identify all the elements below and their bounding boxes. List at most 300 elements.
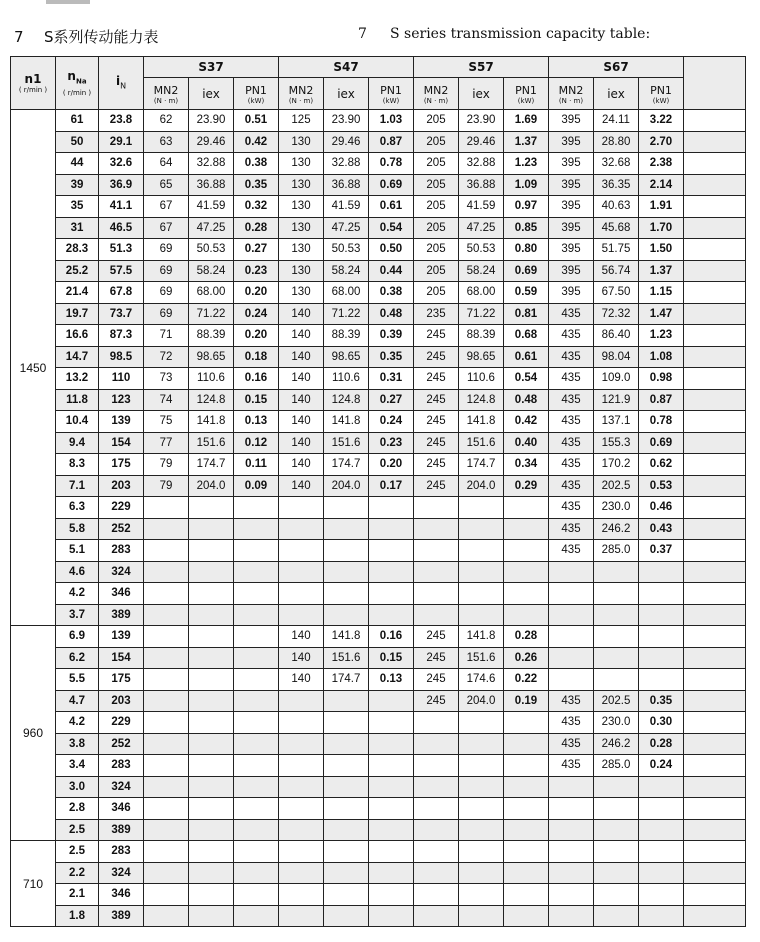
table-cell: [459, 755, 504, 777]
table-row: [11, 798, 746, 820]
table-cell: [369, 540, 414, 562]
table-cell: 3.22: [639, 110, 684, 132]
table-cell: [594, 862, 639, 884]
table-cell: [234, 561, 279, 583]
table-cell: 74: [144, 389, 189, 411]
table-cell: 0.19: [504, 690, 549, 712]
table-cell: [459, 798, 504, 820]
table-cell: 130: [279, 260, 324, 282]
table-cell: 141.8: [459, 626, 504, 648]
table-cell: 1.69: [504, 110, 549, 132]
table-cell: 130: [279, 217, 324, 239]
table-cell: 151.6: [459, 647, 504, 669]
table-cell: 1.8: [56, 905, 99, 927]
table-cell: [504, 776, 549, 798]
table-cell: 1.23: [504, 153, 549, 175]
table-cell: 140: [279, 346, 324, 368]
table-cell: 151.6: [459, 432, 504, 454]
header-in: $i_N$: [99, 57, 144, 110]
table-cell: 140: [279, 647, 324, 669]
table-cell: [279, 497, 324, 519]
subheader-mn2: MN2 (N · m): [279, 78, 324, 110]
table-cell: 0.46: [639, 497, 684, 519]
table-cell: [504, 798, 549, 820]
table-cell: 0.42: [234, 131, 279, 153]
table-row: [11, 690, 746, 712]
table-cell: 435: [549, 454, 594, 476]
table-cell: 125: [279, 110, 324, 132]
table-cell: 229: [99, 497, 144, 519]
table-row: [11, 346, 746, 368]
table-cell-empty: [684, 110, 746, 132]
table-cell: [234, 884, 279, 906]
table-cell: 124.8: [189, 389, 234, 411]
table-cell: 109.0: [594, 368, 639, 390]
table-cell: 0.38: [234, 153, 279, 175]
table-cell: [639, 884, 684, 906]
table-row: [11, 368, 746, 390]
table-cell-empty: [684, 841, 746, 863]
table-row: [11, 110, 746, 132]
table-cell: 58.24: [459, 260, 504, 282]
table-cell: [369, 798, 414, 820]
table-cell: 395: [549, 282, 594, 304]
table-row: [11, 260, 746, 282]
table-cell: 0.28: [504, 626, 549, 648]
table-cell-empty: [684, 346, 746, 368]
table-cell: 98.65: [324, 346, 369, 368]
table-cell: [234, 712, 279, 734]
table-cell: 69: [144, 303, 189, 325]
table-cell-empty: [684, 647, 746, 669]
table-cell: 29.1: [99, 131, 144, 153]
table-cell: 0.69: [639, 432, 684, 454]
table-cell-empty: [684, 819, 746, 841]
table-cell: [639, 647, 684, 669]
table-cell: 205: [414, 217, 459, 239]
title-chinese: [14, 26, 159, 47]
table-cell: 40.63: [594, 196, 639, 218]
table-cell: 5.1: [56, 540, 99, 562]
table-cell: [234, 733, 279, 755]
table-cell: 395: [549, 153, 594, 175]
subheader-mn2: MN2 (N · m): [144, 78, 189, 110]
table-cell: 23.90: [459, 110, 504, 132]
table-cell: 205: [414, 282, 459, 304]
table-cell: 2.2: [56, 862, 99, 884]
table-cell: 32.88: [459, 153, 504, 175]
table-cell: [234, 626, 279, 648]
table-cell: 87.3: [99, 325, 144, 347]
table-cell: 395: [549, 174, 594, 196]
table-cell: 14.7: [56, 346, 99, 368]
table-cell: 28.80: [594, 131, 639, 153]
table-cell: [414, 862, 459, 884]
n1-value: 710: [11, 841, 56, 927]
table-cell: [504, 841, 549, 863]
title-chinese-text: S系列传动能力表: [44, 28, 159, 46]
table-cell: [369, 884, 414, 906]
table-cell: [324, 497, 369, 519]
table-cell: 5.5: [56, 669, 99, 691]
table-cell: 6.2: [56, 647, 99, 669]
subheader-iex: iex: [594, 78, 639, 110]
table-row: [11, 819, 746, 841]
table-cell: 205: [414, 174, 459, 196]
table-cell: 29.46: [189, 131, 234, 153]
table-cell: 2.38: [639, 153, 684, 175]
table-cell: [189, 583, 234, 605]
table-cell: 0.12: [234, 432, 279, 454]
table-cell: [234, 497, 279, 519]
table-cell: [234, 841, 279, 863]
table-cell: 205: [414, 260, 459, 282]
table-cell: [189, 905, 234, 927]
table-cell: [414, 841, 459, 863]
table-cell: 0.26: [504, 647, 549, 669]
table-row: [11, 282, 746, 304]
table-cell: 203: [99, 475, 144, 497]
table-cell: 130: [279, 239, 324, 261]
table-cell: [414, 733, 459, 755]
table-cell: 98.04: [594, 346, 639, 368]
table-row: [11, 884, 746, 906]
subheader-pn1: PN1 (kW): [504, 78, 549, 110]
table-row: [11, 841, 746, 863]
table-cell: 0.16: [234, 368, 279, 390]
table-cell: 324: [99, 862, 144, 884]
table-cell: [189, 755, 234, 777]
table-cell-empty: [684, 905, 746, 927]
table-cell-empty: [684, 884, 746, 906]
table-cell: 395: [549, 239, 594, 261]
table-cell: [324, 604, 369, 626]
table-cell-empty: [684, 776, 746, 798]
table-cell: 174.7: [324, 454, 369, 476]
table-cell: 0.54: [369, 217, 414, 239]
table-cell: 245: [414, 411, 459, 433]
table-cell: [504, 712, 549, 734]
table-cell: [189, 669, 234, 691]
table-cell: [144, 733, 189, 755]
table-cell: 283: [99, 841, 144, 863]
table-cell: [189, 518, 234, 540]
table-cell: 0.69: [504, 260, 549, 282]
table-row: [11, 389, 746, 411]
table-cell: 140: [279, 303, 324, 325]
table-cell: 395: [549, 196, 594, 218]
table-cell: 204.0: [459, 690, 504, 712]
table-cell: [144, 755, 189, 777]
table-cell: 0.85: [504, 217, 549, 239]
table-cell-empty: [684, 497, 746, 519]
table-cell: [639, 798, 684, 820]
table-cell: 389: [99, 905, 144, 927]
table-cell: [279, 862, 324, 884]
table-cell: 202.5: [594, 690, 639, 712]
table-cell: 435: [549, 540, 594, 562]
table-row: [11, 561, 746, 583]
table-cell: 1.37: [639, 260, 684, 282]
table-cell: [234, 862, 279, 884]
table-cell: 0.61: [369, 196, 414, 218]
table-cell: 23.90: [324, 110, 369, 132]
table-cell: 0.27: [234, 239, 279, 261]
table-cell: 110: [99, 368, 144, 390]
n1-value: 1450: [11, 110, 56, 626]
table-cell: 395: [549, 217, 594, 239]
table-cell: 2.5: [56, 841, 99, 863]
table-cell: [144, 647, 189, 669]
table-cell: 245: [414, 454, 459, 476]
table-cell: 4.2: [56, 712, 99, 734]
top-accent-bar: [46, 0, 90, 4]
table-cell: [234, 647, 279, 669]
table-cell: [414, 776, 459, 798]
table-cell: [369, 497, 414, 519]
table-cell: 31: [56, 217, 99, 239]
table-cell-empty: [684, 389, 746, 411]
table-cell: 151.6: [324, 432, 369, 454]
table-cell: 68.00: [459, 282, 504, 304]
table-cell: 395: [549, 260, 594, 282]
table-cell: [324, 862, 369, 884]
table-cell: [504, 518, 549, 540]
table-cell: 435: [549, 411, 594, 433]
table-cell: [189, 733, 234, 755]
table-cell: [504, 862, 549, 884]
table-cell: 2.70: [639, 131, 684, 153]
table-cell: 1.47: [639, 303, 684, 325]
table-cell: 141.8: [324, 411, 369, 433]
table-cell-empty: [684, 626, 746, 648]
table-cell: 41.1: [99, 196, 144, 218]
table-cell: 71: [144, 325, 189, 347]
table-cell: 98.5: [99, 346, 144, 368]
table-cell: [279, 776, 324, 798]
table-cell: [144, 884, 189, 906]
table-cell: [414, 798, 459, 820]
table-cell: 0.37: [639, 540, 684, 562]
table-cell-empty: [684, 454, 746, 476]
table-cell: 204.0: [459, 475, 504, 497]
table-cell: 0.62: [639, 454, 684, 476]
table-cell: 205: [414, 196, 459, 218]
table-cell: 1.08: [639, 346, 684, 368]
table-cell: [189, 884, 234, 906]
table-cell-empty: [684, 733, 746, 755]
table-row: [11, 733, 746, 755]
table-cell: 202.5: [594, 475, 639, 497]
table-cell-empty: [684, 196, 746, 218]
table-cell: [414, 712, 459, 734]
table-cell: 435: [549, 325, 594, 347]
table-cell: [594, 905, 639, 927]
table-cell: 0.39: [369, 325, 414, 347]
table-cell: 0.61: [504, 346, 549, 368]
table-cell: [324, 905, 369, 927]
table-cell: [549, 626, 594, 648]
table-cell: 0.28: [639, 733, 684, 755]
table-cell: 245: [414, 432, 459, 454]
table-cell: 0.27: [369, 389, 414, 411]
table-cell: 252: [99, 733, 144, 755]
table-cell: [639, 604, 684, 626]
table-cell: [459, 518, 504, 540]
table-cell: 0.18: [234, 346, 279, 368]
table-cell: 175: [99, 669, 144, 691]
table-cell: [369, 604, 414, 626]
table-cell: [189, 497, 234, 519]
table-cell: [144, 561, 189, 583]
table-cell: [414, 583, 459, 605]
table-cell: [279, 733, 324, 755]
table-cell: [324, 712, 369, 734]
table-cell: [414, 518, 459, 540]
table-cell: 4.2: [56, 583, 99, 605]
table-cell: 47.25: [189, 217, 234, 239]
table-cell: 124.8: [324, 389, 369, 411]
table-cell: 67: [144, 217, 189, 239]
table-cell: 44: [56, 153, 99, 175]
table-cell: 140: [279, 626, 324, 648]
table-cell: [234, 583, 279, 605]
table-cell: 0.11: [234, 454, 279, 476]
table-cell: 4.7: [56, 690, 99, 712]
title-english: [358, 26, 650, 42]
table-cell: 140: [279, 475, 324, 497]
table-cell: 68.00: [324, 282, 369, 304]
title-english-number: 7: [358, 26, 367, 42]
table-cell: [639, 819, 684, 841]
table-cell: [549, 819, 594, 841]
table-cell: 63: [144, 131, 189, 153]
table-cell: [144, 690, 189, 712]
table-cell: 110.6: [324, 368, 369, 390]
header-group-s67: S67: [549, 57, 684, 78]
table-cell: [189, 626, 234, 648]
table-cell-empty: [684, 862, 746, 884]
table-cell: 36.88: [324, 174, 369, 196]
table-cell: 36.88: [459, 174, 504, 196]
subheader-iex: iex: [189, 78, 234, 110]
table-cell: 141.8: [324, 626, 369, 648]
table-cell: 0.13: [369, 669, 414, 691]
table-cell: [369, 518, 414, 540]
subheader-pn1: PN1 (kW): [369, 78, 414, 110]
table-cell: [324, 798, 369, 820]
table-cell-empty: [684, 325, 746, 347]
table-cell: 32.68: [594, 153, 639, 175]
table-cell: 246.2: [594, 518, 639, 540]
table-cell: 324: [99, 776, 144, 798]
table-cell: 68.00: [189, 282, 234, 304]
table-row: [11, 776, 746, 798]
table-cell: [549, 669, 594, 691]
title-english-text: S series transmission capacity table:: [390, 26, 651, 42]
table-cell: 245: [414, 669, 459, 691]
table-cell-empty: [684, 282, 746, 304]
table-cell: [279, 884, 324, 906]
table-cell: 28.3: [56, 239, 99, 261]
table-cell: [369, 862, 414, 884]
table-cell: [459, 540, 504, 562]
table-cell: [234, 540, 279, 562]
table-cell: 204.0: [189, 475, 234, 497]
table-cell: [594, 819, 639, 841]
table-cell: 141.8: [189, 411, 234, 433]
table-cell: 21.4: [56, 282, 99, 304]
table-cell: 435: [549, 475, 594, 497]
table-cell: [594, 776, 639, 798]
table-cell: [639, 669, 684, 691]
capacity-table: [10, 56, 746, 927]
table-cell: [279, 798, 324, 820]
table-cell-empty: [684, 712, 746, 734]
table-cell: [459, 561, 504, 583]
table-cell: [369, 561, 414, 583]
table-cell: 124.8: [459, 389, 504, 411]
table-cell: [459, 583, 504, 605]
table-cell: 72.32: [594, 303, 639, 325]
table-row: [11, 755, 746, 777]
table-cell: 435: [549, 497, 594, 519]
table-cell: 435: [549, 432, 594, 454]
table-cell: [189, 862, 234, 884]
table-cell: 230.0: [594, 497, 639, 519]
table-cell: 72: [144, 346, 189, 368]
table-cell: 0.97: [504, 196, 549, 218]
table-cell: 245: [414, 647, 459, 669]
table-cell: 395: [549, 110, 594, 132]
table-row: [11, 196, 746, 218]
table-cell: 2.1: [56, 884, 99, 906]
table-cell: [504, 884, 549, 906]
table-cell: [144, 626, 189, 648]
table-cell: 139: [99, 411, 144, 433]
table-cell: [234, 776, 279, 798]
table-cell: [594, 647, 639, 669]
table-cell: [414, 884, 459, 906]
table-cell: 140: [279, 389, 324, 411]
table-cell: 1.50: [639, 239, 684, 261]
table-cell-empty: [684, 561, 746, 583]
table-cell: 69: [144, 260, 189, 282]
table-cell: 205: [414, 131, 459, 153]
table-cell: 1.70: [639, 217, 684, 239]
table-cell: [414, 905, 459, 927]
table-cell: 50.53: [189, 239, 234, 261]
table-row: [11, 432, 746, 454]
table-cell: [459, 604, 504, 626]
table-row: [11, 540, 746, 562]
table-cell: 154: [99, 647, 144, 669]
table-cell: 0.87: [369, 131, 414, 153]
table-cell-empty: [684, 669, 746, 691]
table-cell-empty: [684, 217, 746, 239]
table-cell: 435: [549, 368, 594, 390]
table-cell: 0.35: [234, 174, 279, 196]
table-cell: [144, 776, 189, 798]
table-cell: [594, 798, 639, 820]
table-cell: 0.54: [504, 368, 549, 390]
table-cell: 110.6: [459, 368, 504, 390]
table-cell: [189, 798, 234, 820]
table-cell: 32.6: [99, 153, 144, 175]
table-cell: 1.37: [504, 131, 549, 153]
table-cell: 47.25: [324, 217, 369, 239]
table-cell: 252: [99, 518, 144, 540]
